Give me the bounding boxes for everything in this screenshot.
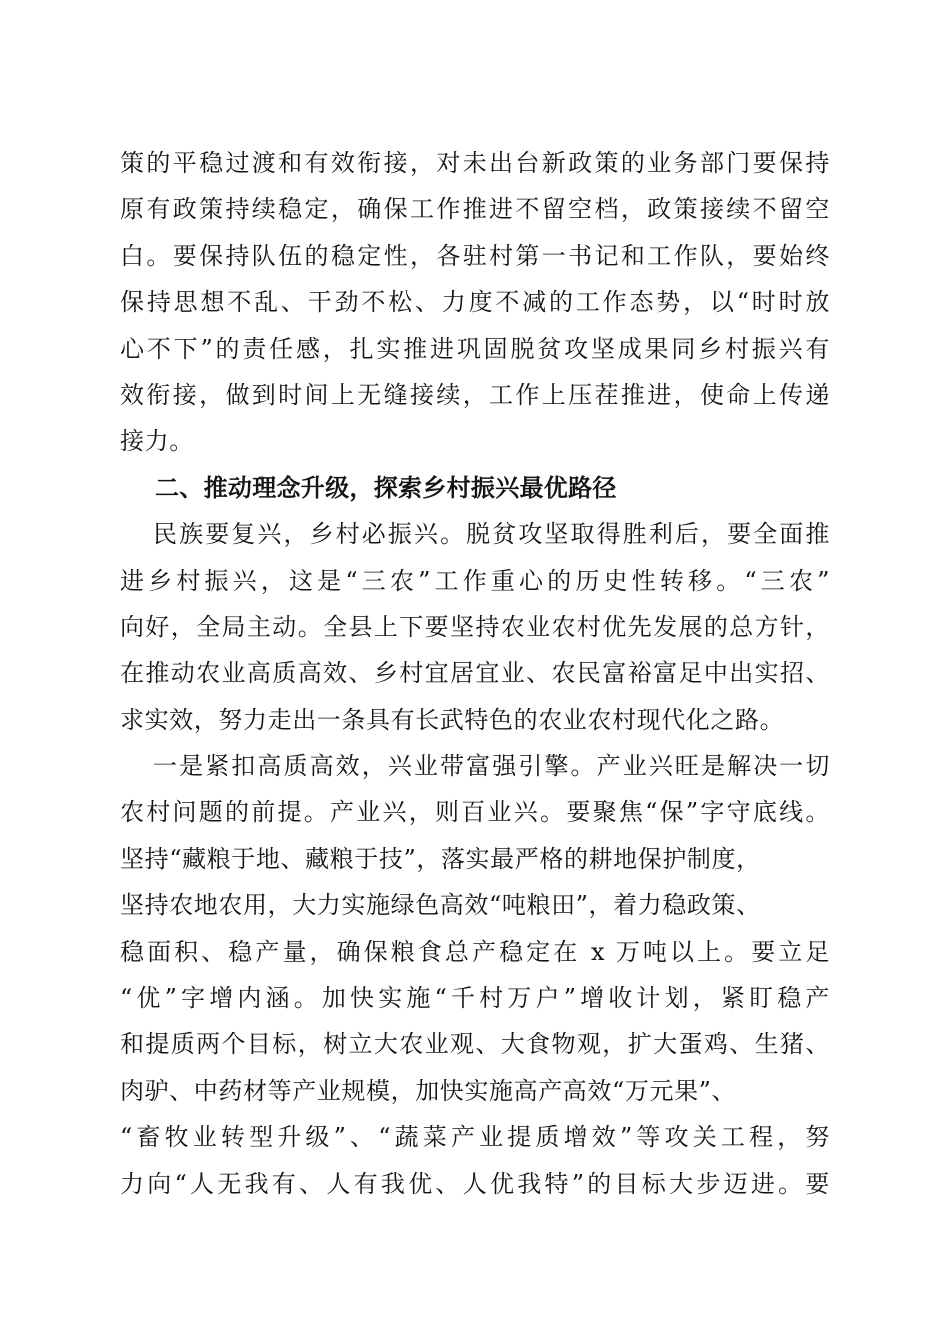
paragraph-line: 白。要保持队伍的稳定性，各驻村第一书记和工作队，要始终 [120,241,830,270]
paragraph-line: “优”字增内涵。加快实施“千村万户”增收计划，紧盯稳产 [120,984,830,1013]
paragraph-line: 坚持农地农用，大力实施绿色高效“吨粮田”，着力稳政策、 [120,891,761,920]
paragraph-line: 坚持“藏粮于地、藏粮于技”，落实最严格的耕地保护制度， [120,844,761,873]
paragraph-line: 民族要复兴，乡村必振兴。脱贫攻坚取得胜利后，要全面推 [153,520,830,549]
paragraph-line: 稳面积、稳产量，确保粮食总产稳定在 x 万吨以上。要立足 [120,937,830,966]
paragraph-line: “畜牧业转型升级”、“蔬菜产业提质增效”等攻关工程，努 [120,1123,830,1152]
paragraph-line: 力向“人无我有、人有我优、人优我特”的目标大步迈进。要 [120,1169,830,1198]
paragraph-line: 向好，全局主动。全县上下要坚持农业农村优先发展的总方针， [120,612,830,641]
paragraph-line: 保持思想不乱、干劲不松、力度不减的工作态势，以“时时放 [120,288,830,317]
section-heading: 二、推动理念升级，探索乡村振兴最优路径 [155,473,617,502]
paragraph-line: 原有政策持续稳定，确保工作推进不留空档，政策接续不留空 [120,195,830,224]
paragraph-line: 农村问题的前提。产业兴，则百业兴。要聚焦“保”字守底线。 [120,798,830,827]
paragraph-line: 效衔接，做到时间上无缝接续，工作上压茬推进，使命上传递 [120,380,830,409]
paragraph-line: 接力。 [120,427,194,456]
paragraph-line: 求实效，努力走出一条具有长武特色的农业农村现代化之路。 [120,705,785,734]
paragraph-line: 策的平稳过渡和有效衔接，对未出台新政策的业务部门要保持 [120,149,830,177]
paragraph-line: 进乡村振兴，这是“三农”工作重心的历史性转移。“三农” [120,566,830,595]
paragraph-line: 心不下”的责任感，扎实推进巩固脱贫攻坚成果同乡村振兴有 [120,334,830,363]
body-text [120,140,830,1207]
paragraph-line: 在推动农业高质高效、乡村宜居宜业、农民富裕富足中出实招、 [120,659,830,688]
paragraph-line: 肉驴、中药材等产业规模，加快实施高产高效“万元果”、 [120,1076,737,1105]
paragraph-line: 一是紧扣高质高效，兴业带富强引擎。产业兴旺是解决一切 [153,752,830,781]
paragraph-line: 和提质两个目标，树立大农业观、大食物观，扩大蛋鸡、生猪、 [120,1030,830,1059]
